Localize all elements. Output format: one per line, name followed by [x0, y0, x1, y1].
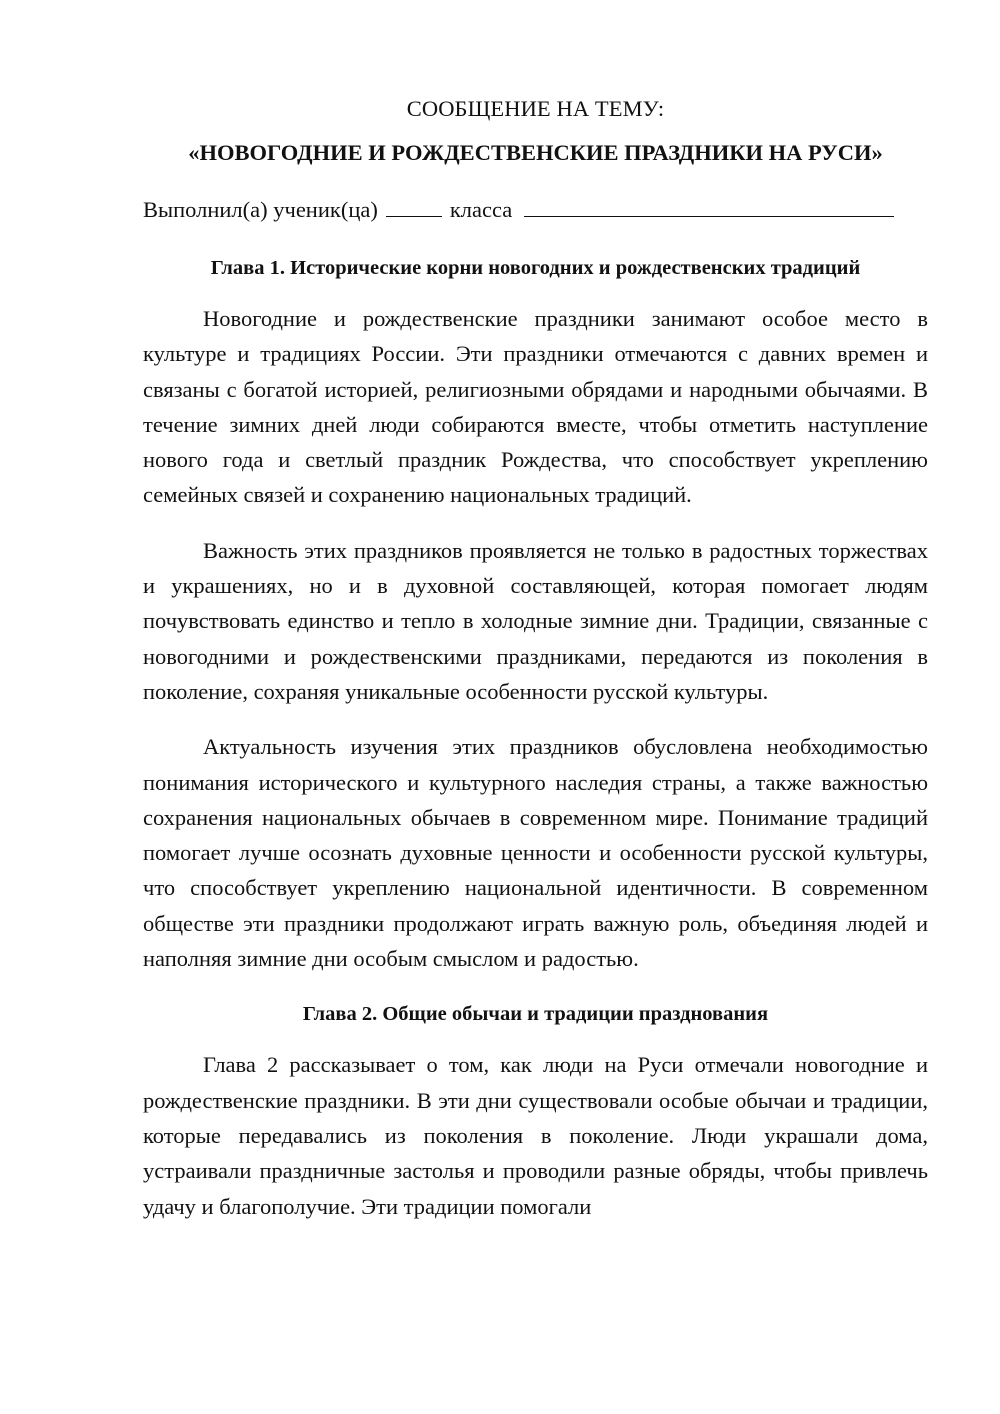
chapter-2-title: Глава 2. Общие обычаи и традиции празднования [302, 1003, 769, 1026]
document-heading-line1: СООБЩЕНИЕ НА ТЕМУ: [406, 96, 665, 121]
chapter-1-paragraph-3: Актуальность изучения этих праздников обусловлена необходимостью понимания исторического и культурного наследия страны, а также важностью сохранения национальных обычаев в современном мире. Понимание традиций помогает лучше осознать духовные ценности и особенности русской культуры, что способствует укреплению национальной идентичности. В современном обществе эти праздники продолжают играть важную роль, объединяя людей и наполняя зимние дни особым смыслом и радостью. [143, 734, 928, 972]
chapter-1-paragraph-1: Новогодние и рождественские праздники занимают особое место в культуре и традициях России. Эти праздники отмечаются с давних времен и связаны с богатой историей, религиозными обрядами и народными обычаями. В течение зимних дней люди собираются вместе, чтобы отметить наступление нового года и светлый праздник Рождества, что способствует укреплению семейных связей и сохранению национальных традиций. [143, 306, 928, 508]
class-label: класса [449, 197, 513, 222]
chapter-1-title: Глава 1. Исторические корни новогодних и рождественских традиций [210, 257, 861, 279]
document-title: «НОВОГОДНИЕ И РОЖДЕСТВЕНСКИЕ ПРАЗДНИКИ НА РУСИ» [188, 140, 883, 165]
document-page [143, 96, 928, 1224]
author-line [143, 196, 928, 223]
chapter-2-paragraph-1: Глава 2 рассказывает о том, как люди на Руси отмечали новогодние и рождественские праздники. В эти дни существовали особые обычаи и традиции, которые передавались из поколения в поколение. Люди украшали дома, устраивали праздничные застолья и проводили разные обряды, чтобы привлечь удачу и благополучие. Эти традиции помогали [143, 1052, 928, 1219]
grade-number-blank [386, 196, 442, 217]
author-label: Выполнил(а) ученик(ца) [143, 197, 378, 222]
class-name-blank [524, 196, 894, 217]
chapter-1-paragraph-2: Важность этих праздников проявляется не только в радостных торжествах и украшениях, но и в духовной составляющей, которая помогает людям почувствовать единство и тепло в холодные зимние дни. Традиции, связанные с новогодними и рождественскими праздниками, передаются из поколения в поколение, сохраняя уникальные особенности русской культуры. [143, 537, 928, 704]
